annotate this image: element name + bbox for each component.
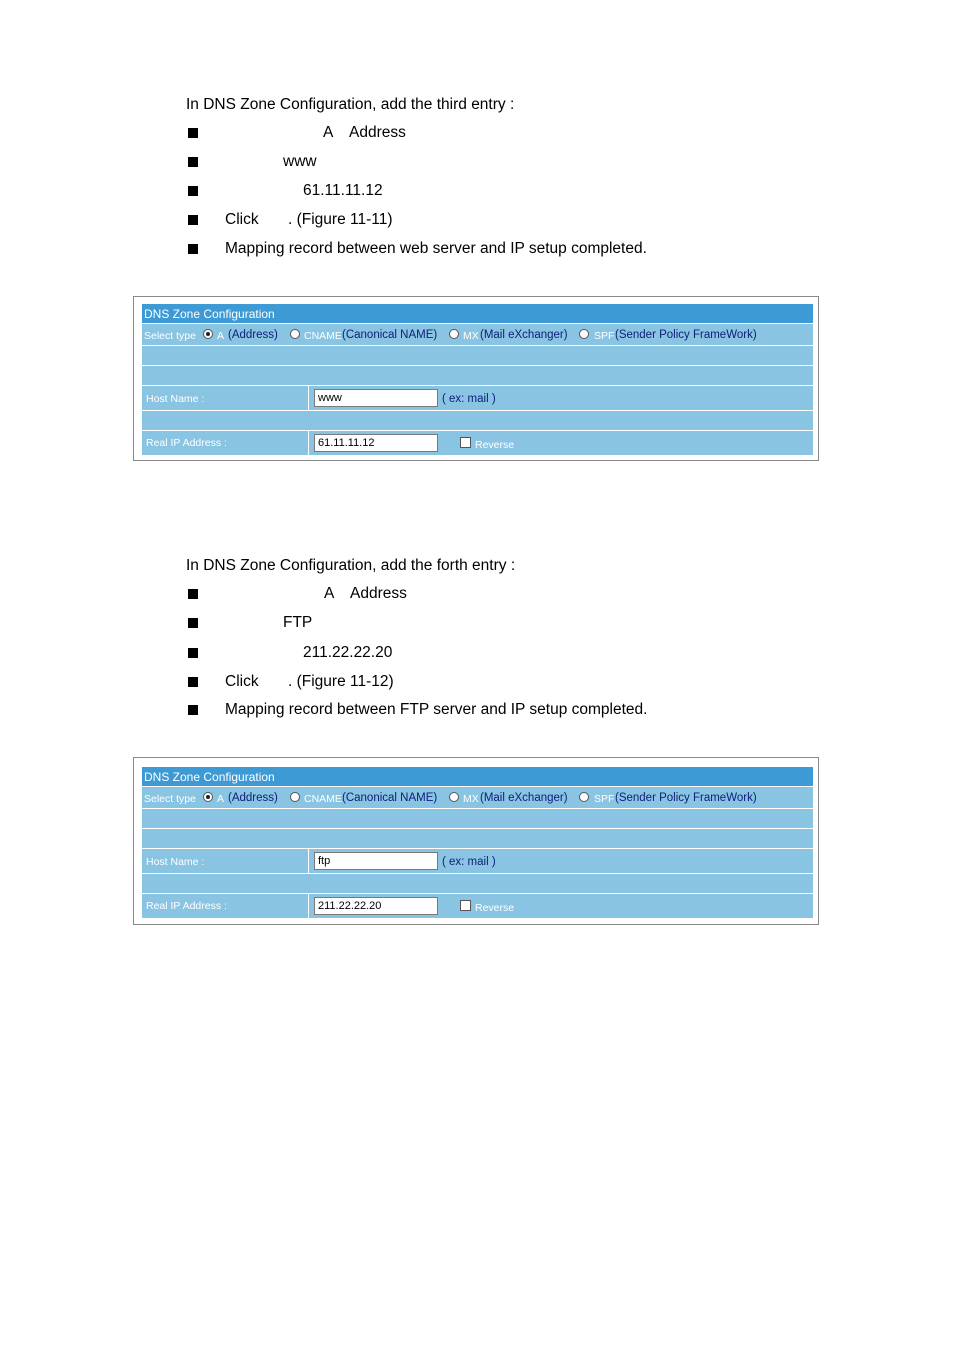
select-type-label: Select type <box>144 330 196 342</box>
column-divider <box>308 386 309 410</box>
bullet-figure-ref: . (Figure 11-12) <box>288 673 394 690</box>
bullet-icon <box>188 244 198 254</box>
column-divider <box>308 431 309 455</box>
bullet-icon <box>188 677 198 687</box>
host-name-hint: ( ex: mail ) <box>442 856 496 868</box>
bullet-icon <box>188 589 198 599</box>
radio-cname[interactable] <box>290 329 300 339</box>
bullet-type-code: A <box>323 124 334 141</box>
bullet-host-name: www <box>283 153 317 170</box>
bullet-host-name: FTP <box>283 614 313 631</box>
real-ip-label: Real IP Address : <box>146 437 227 449</box>
host-name-input[interactable]: ftp <box>314 852 438 870</box>
bullet-icon <box>188 618 198 628</box>
bullet-ip: 61.11.11.12 <box>303 182 383 199</box>
option-spf-code: SPF <box>594 330 615 342</box>
radio-mx[interactable] <box>449 329 459 339</box>
dns-zone-config-figure <box>133 296 819 461</box>
option-mx-code: MX <box>463 330 479 342</box>
intro-text: In DNS Zone Configuration, add the third entry : <box>186 96 515 113</box>
host-name-row <box>142 849 813 874</box>
bullet-icon <box>188 215 198 225</box>
empty-row <box>142 411 813 431</box>
panel-title: DNS Zone Configuration <box>144 770 275 784</box>
select-type-row <box>142 324 813 346</box>
host-name-label: Host Name : <box>146 856 205 868</box>
intro-text: In DNS Zone Configuration, add the forth entry : <box>186 557 516 574</box>
empty-row <box>142 829 813 849</box>
radio-mx[interactable] <box>449 792 459 802</box>
reverse-checkbox[interactable] <box>460 437 471 448</box>
option-a-code: A <box>217 793 225 805</box>
option-cname-desc: (Canonical NAME) <box>342 792 438 804</box>
column-divider <box>308 894 309 918</box>
real-ip-row <box>142 894 813 919</box>
real-ip-row <box>142 431 813 456</box>
real-ip-label: Real IP Address : <box>146 900 227 912</box>
bullet-type-name: Address <box>350 585 407 602</box>
column-divider <box>308 849 309 873</box>
dns-zone-config-figure <box>133 757 819 925</box>
bullet-completed: Mapping record between web server and IP setup completed. <box>225 240 647 257</box>
radio-a[interactable] <box>203 329 213 339</box>
radio-a[interactable] <box>203 792 213 802</box>
empty-row <box>142 809 813 829</box>
panel-title-bar <box>142 304 813 324</box>
bullet-ip: 211.22.22.20 <box>303 644 393 661</box>
bullet-completed: Mapping record between FTP server and IP setup completed. <box>225 701 648 718</box>
host-name-label: Host Name : <box>146 393 205 405</box>
real-ip-input[interactable]: 211.22.22.20 <box>314 897 438 915</box>
option-a-code: A <box>217 330 225 342</box>
bullet-icon <box>188 648 198 658</box>
option-spf-desc: (Sender Policy FrameWork) <box>615 329 757 341</box>
bullet-icon <box>188 186 198 196</box>
bullet-icon <box>188 128 198 138</box>
host-name-hint: ( ex: mail ) <box>442 393 496 405</box>
option-cname-code: CNAME <box>304 330 342 342</box>
option-a-desc: (Address) <box>228 329 278 341</box>
option-mx-code: MX <box>463 793 479 805</box>
option-mx-desc: (Mail eXchanger) <box>480 792 568 804</box>
radio-spf[interactable] <box>579 792 589 802</box>
bullet-figure-ref: . (Figure 11-11) <box>288 211 393 228</box>
reverse-label: Reverse <box>475 902 515 914</box>
option-cname-code: CNAME <box>304 793 342 805</box>
empty-row <box>142 874 813 894</box>
bullet-click: Click <box>225 673 259 690</box>
bullet-type-code: A <box>324 585 335 602</box>
panel-title-bar <box>142 767 813 787</box>
option-cname-desc: (Canonical NAME) <box>342 329 438 341</box>
bullet-type-name: Address <box>349 124 406 141</box>
radio-cname[interactable] <box>290 792 300 802</box>
bullet-click: Click <box>225 211 259 228</box>
empty-row <box>142 346 813 366</box>
panel-title: DNS Zone Configuration <box>144 307 275 321</box>
bullet-icon <box>188 705 198 715</box>
real-ip-input[interactable]: 61.11.11.12 <box>314 434 438 452</box>
bullet-icon <box>188 157 198 167</box>
option-mx-desc: (Mail eXchanger) <box>480 329 568 341</box>
option-a-desc: (Address) <box>228 792 278 804</box>
host-name-row <box>142 386 813 411</box>
reverse-checkbox[interactable] <box>460 900 471 911</box>
radio-spf[interactable] <box>579 329 589 339</box>
option-spf-desc: (Sender Policy FrameWork) <box>615 792 757 804</box>
select-type-row <box>142 787 813 809</box>
option-spf-code: SPF <box>594 793 615 805</box>
host-name-input[interactable]: www <box>314 389 438 407</box>
empty-row <box>142 366 813 386</box>
select-type-label: Select type <box>144 793 196 805</box>
reverse-label: Reverse <box>475 439 515 451</box>
